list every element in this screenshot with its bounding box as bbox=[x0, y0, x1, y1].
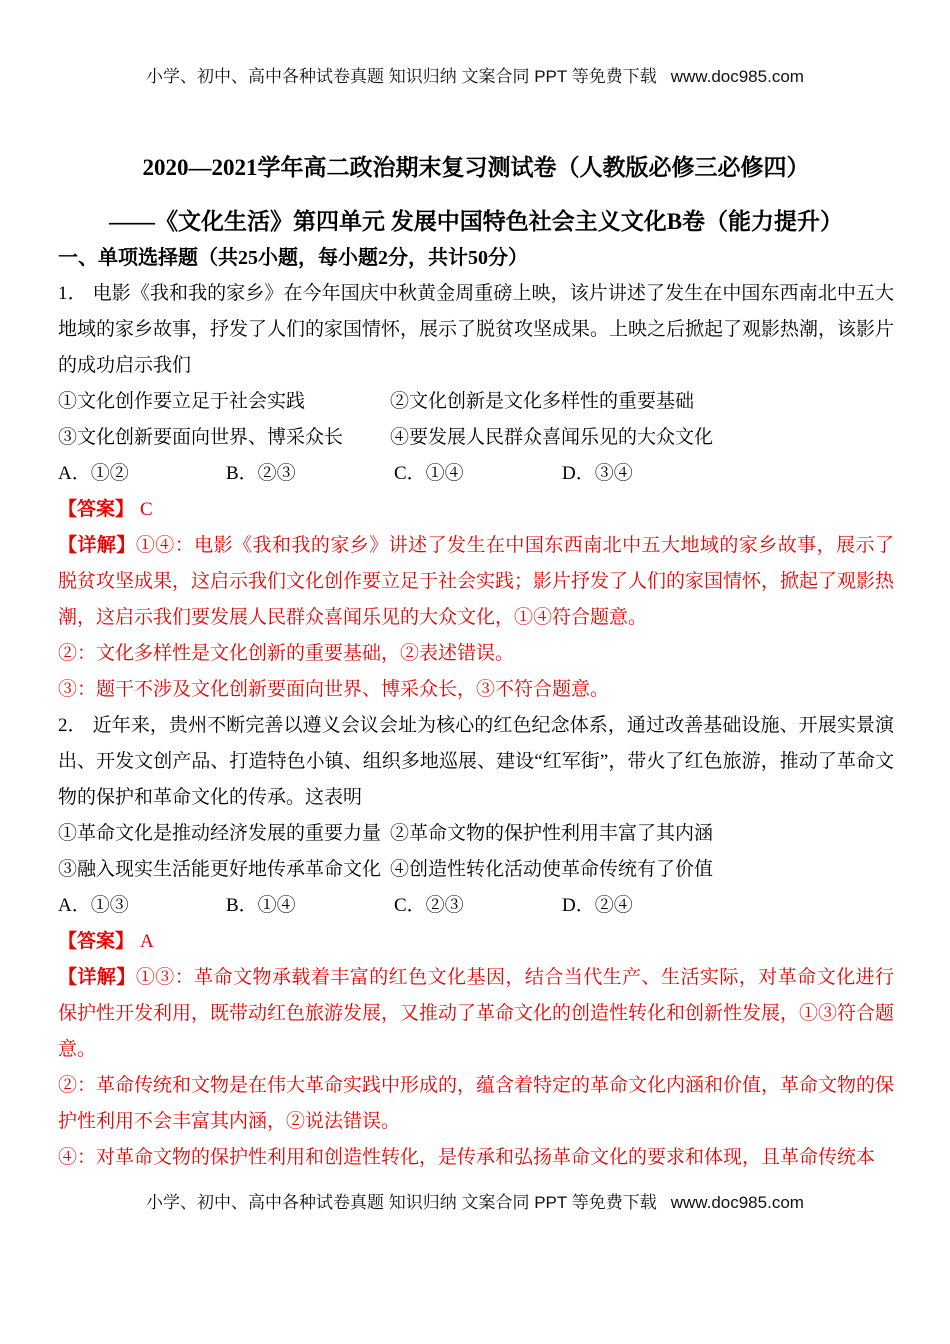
answer-label: 【答案】 bbox=[58, 931, 135, 952]
statement-item: ②革命文物的保护性利用丰富了其内涵 bbox=[390, 823, 714, 844]
header-site-url: www.doc985.com bbox=[670, 67, 804, 86]
statement-item: ④要发展人民群众喜闻乐见的大众文化 bbox=[390, 427, 714, 448]
question-stem bbox=[58, 276, 894, 384]
answer-line bbox=[58, 924, 894, 960]
statement-row bbox=[58, 852, 894, 888]
section-heading: 一、单项选择题（共25小题，每小题2分，共计50分） bbox=[58, 247, 528, 269]
explanation-text: ①③：革命文物承载着丰富的红色文化基因，结合当代生产、生活实际，对革命文化进行保护性开发利用，既带动红色旅游发展，又推动了革命文化的创造性转化和创新性发展，①③符合题意。 bbox=[58, 967, 895, 1060]
doc-title: 2020—2021学年高二政治期末复习测试卷（人教版必修三必修四） bbox=[142, 155, 810, 180]
statement-item: ③文化创新要面向世界、博采众长 bbox=[58, 427, 344, 448]
choice-row bbox=[58, 888, 894, 924]
explanation-paragraph: ④：对革命文物的保护性利用和创造性转化，是传承和弘扬革命文化的要求和体现，且革命传统本 bbox=[58, 1147, 876, 1168]
footer-promo-text: 小学、初中、高中各种试卷真题 知识归纳 文案合同 PPT 等免费下载 bbox=[146, 1193, 657, 1212]
choice-option-b: B．②③ bbox=[226, 463, 296, 484]
explain-label: 【详解】 bbox=[58, 535, 136, 556]
question-stem-text: 电影《我和我的家乡》在今年国庆中秋黄金周重磅上映，该片讲述了发生在中国东西南北中五大地域的家乡故事，抒发了人们的家国情怀，展示了脱贫攻坚成果。上映之后掀起了观影热潮，该影片的成功启示我们 bbox=[58, 283, 895, 376]
header-promo-text: 小学、初中、高中各种试卷真题 知识归纳 文案合同 PPT 等免费下载 bbox=[146, 67, 657, 86]
statement-row bbox=[58, 384, 894, 420]
question-block-1 bbox=[58, 276, 894, 708]
footer-banner bbox=[0, 1192, 950, 1214]
footer-site-url: www.doc985.com bbox=[670, 1193, 804, 1212]
choice-row bbox=[58, 456, 894, 492]
answer-line bbox=[58, 492, 894, 528]
choice-option-c: C．①④ bbox=[394, 463, 464, 484]
choice-option-b: B．①④ bbox=[226, 895, 296, 916]
explanation-paragraph: ②：文化多样性是文化创新的重要基础，②表述错误。 bbox=[58, 643, 515, 664]
header-banner bbox=[0, 66, 950, 88]
choice-option-c: C．②③ bbox=[394, 895, 464, 916]
statement-item: ④创造性转化活动使革命传统有了价值 bbox=[390, 859, 714, 880]
choice-option-d: D．③④ bbox=[562, 463, 633, 484]
statement-item: ①文化创作要立足于社会实践 bbox=[58, 391, 306, 412]
explanation-text: ①④：电影《我和我的家乡》讲述了发生在中国东西南北中五大地域的家乡故事，展示了脱贫攻坚成果，这启示我们文化创作要立足于社会实践；影片抒发了人们的家国情怀，掀起了观影热潮，这启示我们要发展人民群众喜闻乐见的大众文化，①④符合题意。 bbox=[58, 535, 895, 628]
question-stem-text: 近年来，贵州不断完善以遵义会议会址为核心的红色纪念体系，通过改善基础设施、开展实景演出、开发文创产品、打造特色小镇、组织多地巡展、建设“红军街”，带火了红色旅游，推动了革命文物的保护和革命文化的传承。这表明 bbox=[58, 715, 894, 808]
statement-item: ①革命文化是推动经济发展的重要力量 bbox=[58, 823, 382, 844]
choice-option-d: D．②④ bbox=[562, 895, 633, 916]
explanation-paragraph bbox=[58, 528, 894, 636]
explanation-paragraph bbox=[58, 960, 894, 1068]
question-number: 1． bbox=[58, 283, 87, 304]
doc-subtitle: ——《文化生活》第四单元 发展中国特色社会主义文化B卷（能力提升） bbox=[108, 209, 844, 234]
answer-value: A bbox=[140, 931, 154, 952]
document-body bbox=[58, 150, 894, 1176]
statement-row bbox=[58, 420, 894, 456]
statement-item: ②文化创新是文化多样性的重要基础 bbox=[390, 391, 695, 412]
explanation-paragraph: ②：革命传统和文物是在伟大革命实践中形成的，蕴含着特定的革命文化内涵和价值，革命文物的保护性利用不会丰富其内涵，②说法错误。 bbox=[58, 1075, 895, 1132]
question-stem bbox=[58, 708, 894, 816]
choice-option-a: A．①② bbox=[58, 463, 129, 484]
explain-label: 【详解】 bbox=[58, 967, 136, 988]
question-block-2 bbox=[58, 708, 894, 1176]
choice-option-a: A．①③ bbox=[58, 895, 129, 916]
statement-item: ③融入现实生活能更好地传承革命文化 bbox=[58, 859, 382, 880]
explanation-paragraph: ③：题干不涉及文化创新要面向世界、博采众长，③不符合题意。 bbox=[58, 679, 610, 700]
statement-row bbox=[58, 816, 894, 852]
question-number: 2． bbox=[58, 715, 87, 736]
answer-label: 【答案】 bbox=[58, 499, 135, 520]
answer-value: C bbox=[140, 499, 153, 520]
